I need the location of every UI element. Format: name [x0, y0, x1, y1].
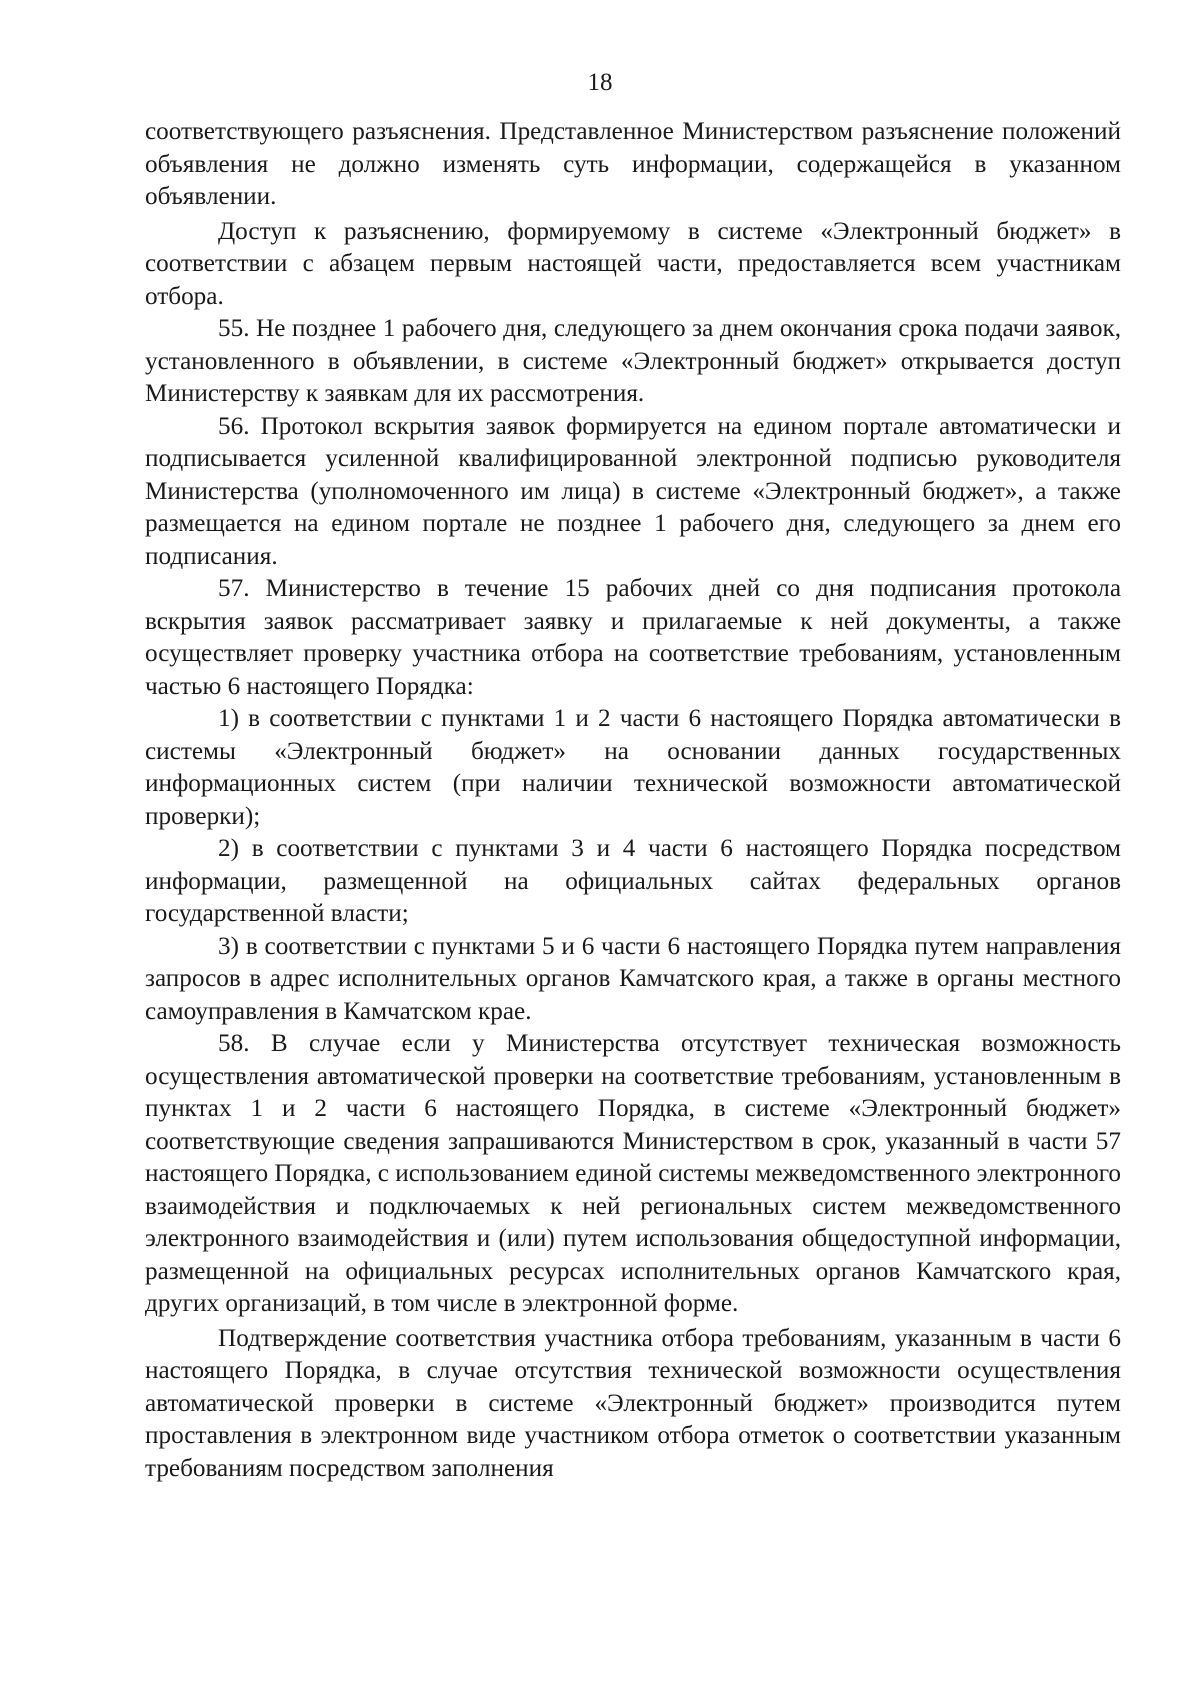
paragraph-continuation: соответствующего разъяснения. Представленное Министерством разъяснение положений объявления не должно изменять суть информации, содержащейся в указанном объявлении. [145, 118, 1121, 210]
paragraph-confirmation: Подтверждение соответствия участника отбора требованиям, указанным в части 6 настоящего Порядка, в случае отсутствия технической возможности осуществления автоматической проверки в системе «Электронный бюджет» производится путем проставления в электронном виде участником отбора отметок о соответствии указанным требованиям посредством заполнения [145, 1324, 1121, 1482]
paragraph-subitem-1: 1) в соответствии с пунктами 1 и 2 части 6 настоящего Порядка автоматически в системы «Электронный бюджет» на основании данных государственных информационных систем (при наличии технической возможности автоматической проверки); [145, 705, 1121, 830]
paragraph-item-57: 57. Министерство в течение 15 рабочих дней со дня подписания протокола вскрытия заявок рассматривает заявку и прилагаемые к ней документы, а также осуществляет проверку участника отбора на соответствие требованиям, установленным частью 6 настоящего Порядка: [145, 575, 1121, 700]
page-number: 18 [587, 69, 613, 96]
paragraph-item-58: 58. В случае если у Министерства отсутствует техническая возможность осуществления автоматической проверки на соответствие требованиям, установленным в пунктах 1 и 2 части 6 настоящего Порядка, в системе «Электронный бюджет» соответствующие сведения запрашиваются Министерством в срок, указанный в части 57 настоящего Порядка, с использованием единой системы межведомственного электронного взаимодействия и подключаемых к ней региональных систем межведомственного электронного взаимодействия и (или) путем использования общедоступной информации, размещенной на официальных ресурсах исполнительных органов Камчатского края, других организаций, в том числе в электронной форме. [145, 1030, 1122, 1317]
paragraph-item-55: 55. Не позднее 1 рабочего дня, следующего за днем окончания срока подачи заявок, установленного в объявлении, в системе «Электронный бюджет» открывается доступ Министерству к заявкам для их рассмотрения. [145, 315, 1121, 407]
paragraph-access-clarification: Доступ к разъяснению, формируемому в системе «Электронный бюджет» в соответствии с абзацем первым настоящей части, предоставляется всем участникам отбора. [145, 217, 1121, 310]
paragraph-subitem-2: 2) в соответствии с пунктами 3 и 4 части 6 настоящего Порядка посредством информации, размещенной на официальных сайтах федеральных органов государственной власти; [145, 835, 1121, 927]
document-body [145, 116, 1121, 1485]
paragraph-subitem-3: 3) в соответствии с пунктами 5 и 6 части 6 настоящего Порядка путем направления запросов в адрес исполнительных органов Камчатского края, а также в органы местного самоуправления в Камчатском крае. [145, 932, 1121, 1025]
paragraph-item-56: 56. Протокол вскрытия заявок формируется на едином портале автоматически и подписывается усиленной квалифицированной электронной подписью руководителя Министерства (уполномоченного им лица) в системе «Электронный бюджет», а также размещается на едином портале не позднее 1 рабочего дня, следующего за днем его подписания. [145, 412, 1121, 570]
